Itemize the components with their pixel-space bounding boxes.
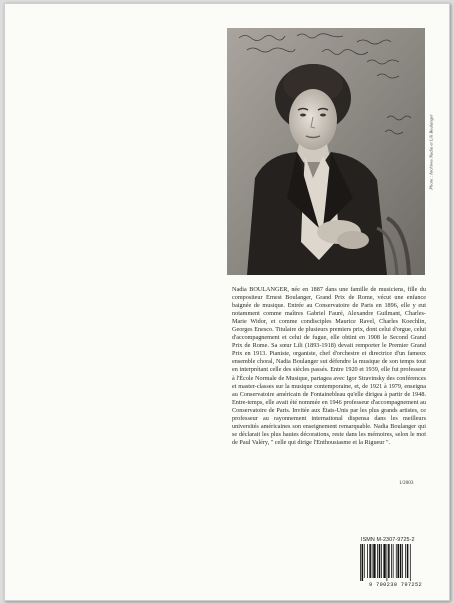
print-code: 1/2003 [399, 480, 414, 486]
photo-credit-text: Photo : Archives Nadia et Lili Boulanger [428, 113, 434, 190]
back-cover-page [4, 3, 450, 601]
barcode-bar [372, 544, 373, 578]
barcode-bar [369, 544, 371, 578]
barcode-bar [396, 544, 397, 578]
barcode-bar [397, 544, 399, 578]
barcode-bars [358, 544, 433, 581]
barcode [358, 544, 433, 581]
barcode-bar [410, 544, 411, 581]
barcode-bar [383, 544, 385, 578]
portrait-illustration [227, 28, 425, 275]
barcode-bar [402, 544, 403, 578]
barcode-digits: 9 790230 797252 [368, 582, 423, 588]
barcode-bar [393, 544, 394, 578]
barcode-bar [400, 544, 402, 578]
barcode-bar [388, 544, 390, 578]
barcode-bar [381, 544, 382, 578]
biography-text: Nadia BOULANGER, née en 1887 dans une famille de musiciens, fille du compositeur Ernest Boulanger, Grand Prix de Rome, vécut une enfance baignée de musique. Entrée au Conservatoire de Paris en 1896, elle y eut notamment comme maîtres Gabriel Fauré, Alexandre Guilmant, Charles-Marie Widor, et comme condisciples Maurice Ravel, Charles Koechlin, Georges Enesco. Titulaire de plusieurs premiers prix, dont celui d'orgue, celui d'accompagnement et celui de fugue, elle obtint en 1908 le Second Grand Prix de Rome. Sa sœur Lili (1893-1918) devait remporter le Premier Grand Prix en 1913. Pianiste, organiste, chef d'orchestre et directrice d'un fameux ensemble choral, Nadia Boulanger sut défendre la musique de son temps tout en interprétant celle des siècles passés. Entre 1920 et 1939, elle fut professeur à l'École Normale de Musique, partagea avec Igor Stravinsky des conférences et master-classes sur la musique contemporaine, et, de 1921 à 1979, enseigna au Conservatoire américain de Fontainebleau qu'elle dirigea à partir de 1948. Entre-temps, elle avait été nommée en 1946 professeur d'accompagnement au Conservatoire de Paris. Invitée aux États-Unis par les plus grands artistes, ce professeur au rayonnement international dispensa dans les meilleurs universités américaines son enseignement remarquable. Nadia Boulanger qui se déclarait les plus hautes décorations, reste dans les mémoires, selon le mot de Paul Valéry, " celle qui dirige l'Enthousiasme et la Rigueur ". [232, 286, 426, 446]
barcode-bar [362, 544, 364, 581]
barcode-bar [377, 544, 378, 578]
barcode-bar [405, 544, 406, 578]
barcode-bar [364, 544, 365, 578]
barcode-bar [373, 544, 375, 578]
photo-credit [426, 28, 436, 275]
ismn-number: ISMN M-2307-9725-2 [361, 537, 415, 543]
portrait-photo [227, 28, 425, 275]
barcode-bar [360, 544, 361, 581]
barcode-bar [391, 544, 392, 578]
barcode-bar [367, 544, 368, 578]
barcode-bar [387, 544, 388, 581]
barcode-bar [407, 544, 409, 578]
barcode-bar [379, 544, 381, 578]
